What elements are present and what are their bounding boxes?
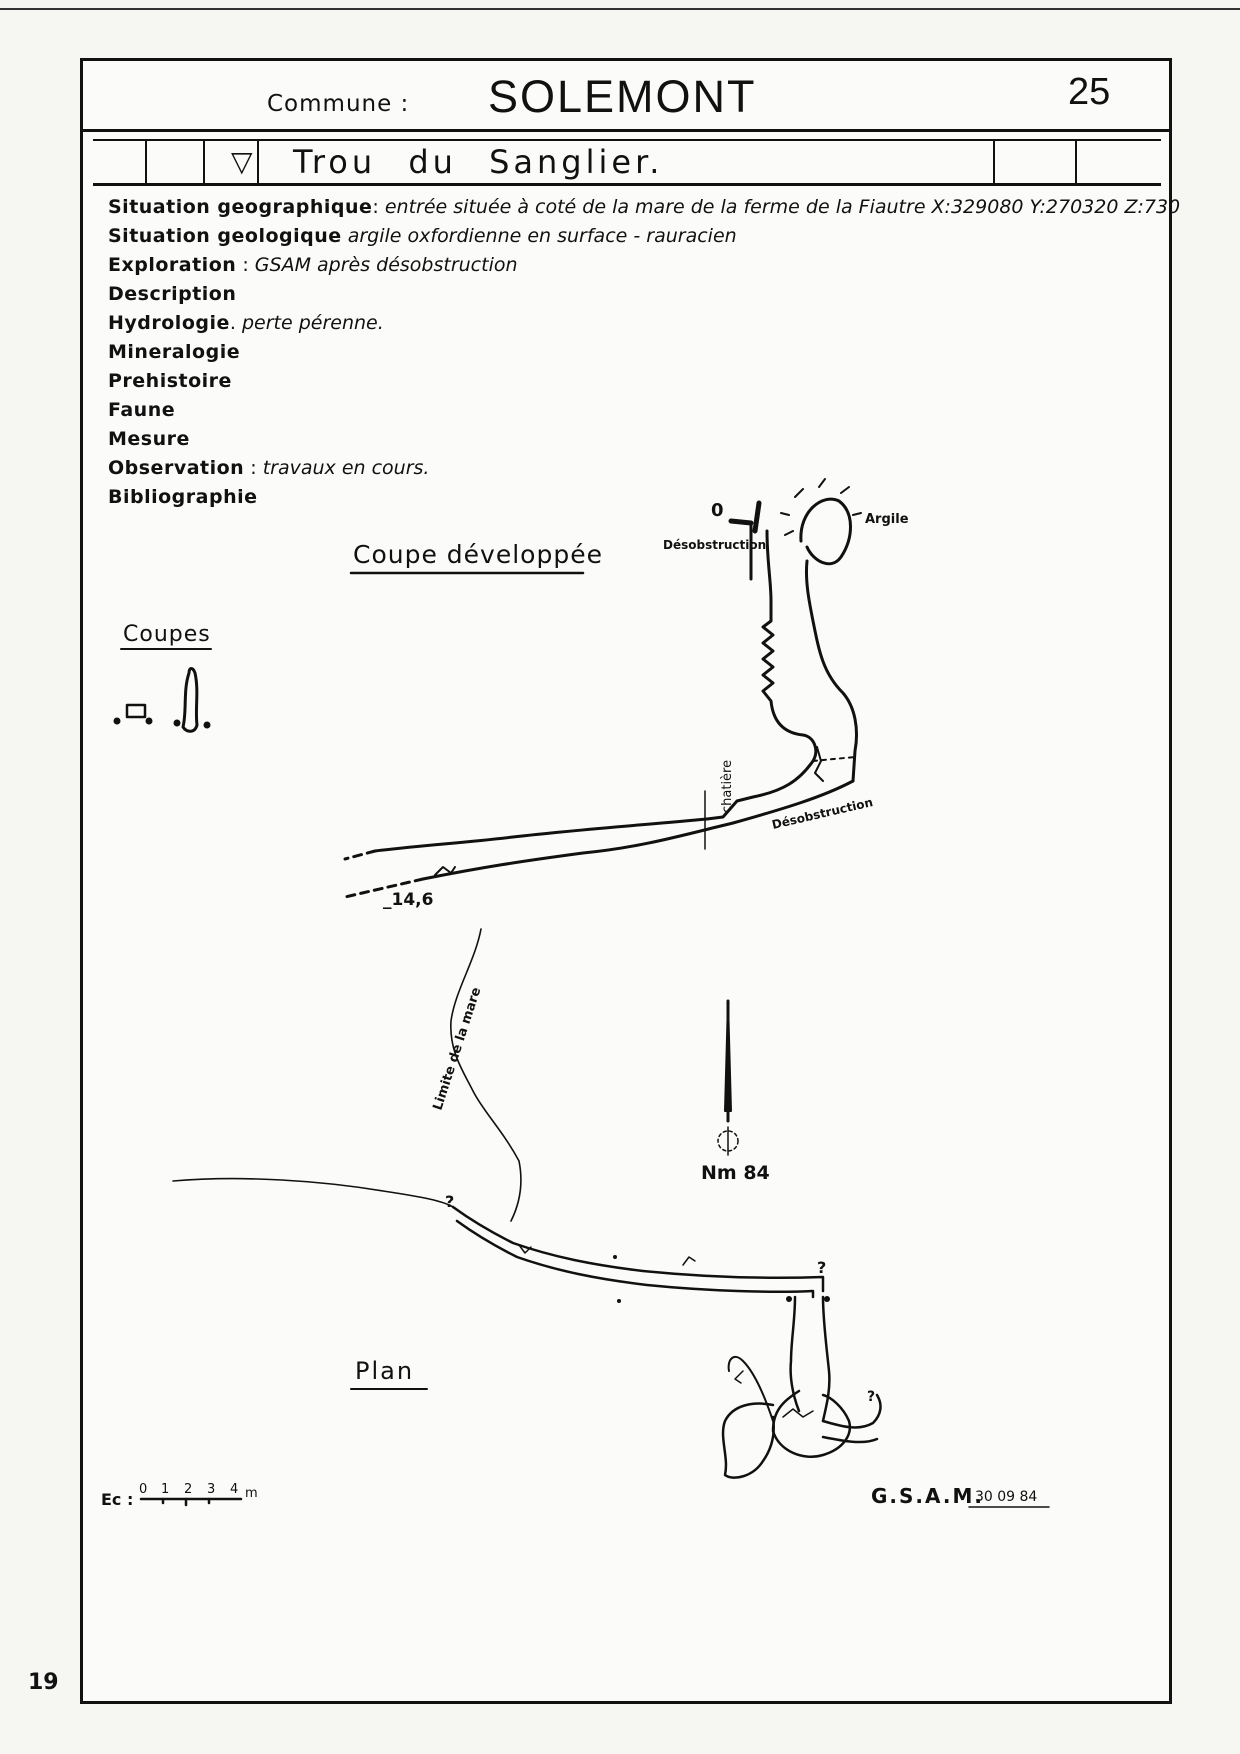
- scale-unit: m: [245, 1486, 258, 1501]
- section-desobstruction-top-label: Désobstruction: [663, 538, 767, 552]
- field-label: Exploration: [108, 254, 237, 276]
- cave-name: Trou du Sanglier.: [293, 143, 664, 181]
- organization-name: G.S.A.M.: [871, 1484, 984, 1508]
- field-label: Bibliographie: [108, 486, 258, 508]
- cave-symbol-icon: ▽: [231, 145, 253, 178]
- scale-tick-1: 1: [161, 1482, 170, 1497]
- plan-question-mark: ?: [817, 1258, 827, 1277]
- field-label: Situation geologique: [108, 225, 342, 247]
- plan-title: Plan: [355, 1357, 415, 1385]
- section-depth-bottom: _14,6: [383, 890, 434, 910]
- plan-marker-dot: [613, 1255, 617, 1259]
- scale-bar: [141, 1499, 241, 1505]
- commune-name: SOLEMONT: [488, 71, 757, 122]
- cross-section-sketches: [115, 669, 209, 732]
- field-label: Mineralogie: [108, 341, 241, 363]
- scale-prefix: Ec :: [101, 1490, 134, 1509]
- plan-question-mark: ?: [445, 1192, 455, 1211]
- pond-limit-outline: [173, 929, 521, 1221]
- scale-tick-0: 0: [139, 1482, 148, 1497]
- survey-date: 30 09 84: [975, 1489, 1038, 1505]
- north-arrow-icon: [718, 1001, 738, 1155]
- scale-tick-4: 4: [230, 1482, 239, 1497]
- field-separator: .: [229, 312, 236, 334]
- field-separator: :: [236, 254, 249, 276]
- scale-tick-2: 2: [184, 1482, 193, 1497]
- field-value: travaux en cours.: [262, 457, 430, 479]
- section-depth-top: 0: [711, 500, 724, 521]
- field-value: argile oxfordienne en surface - rauracien: [347, 225, 737, 247]
- plan-cave-passage: [453, 1207, 880, 1478]
- field-label: Prehistoire: [108, 370, 232, 392]
- coupes-title: Coupes: [123, 622, 211, 647]
- field-value: perte pérenne.: [241, 312, 384, 334]
- scale-tick-3: 3: [207, 1482, 216, 1497]
- field-label: Hydrologie: [108, 312, 230, 334]
- plan-question-mark: ?: [867, 1389, 876, 1405]
- plan-marker-dot: [824, 1296, 830, 1302]
- plan-marker-dot: [786, 1296, 792, 1302]
- field-label: Faune: [108, 399, 176, 421]
- pond-limit-label: Limite de la mare: [430, 985, 485, 1113]
- field-label: Mesure: [108, 428, 190, 450]
- cave-record-sheet: [80, 58, 1181, 1704]
- plan-marker-dot: [617, 1299, 621, 1303]
- field-value: GSAM après désobstruction: [254, 254, 518, 276]
- field-label: Description: [108, 283, 237, 305]
- top-edge-rule: [0, 8, 1240, 10]
- field-label: Situation geographique: [108, 196, 373, 218]
- cave-survey-drawing: [83, 61, 1169, 1701]
- field-label: Observation: [108, 457, 245, 479]
- page-number: 19: [28, 1670, 59, 1695]
- section-title: Coupe développée: [353, 540, 603, 569]
- section-argile-label: Argile: [865, 512, 909, 527]
- commune-label: Commune :: [267, 91, 410, 117]
- field-separator: :: [244, 457, 257, 479]
- department-number: 25: [1068, 71, 1111, 113]
- section-chatiere-label: chatière: [720, 759, 735, 813]
- section-desobstruction-bottom-label: Désobstruction: [770, 795, 875, 832]
- north-label: Nm 84: [701, 1162, 770, 1184]
- field-separator: :: [372, 196, 379, 218]
- field-value: entrée située à coté de la mare de la ferme de la Fiautre X:329080 Y:270320 Z:730: [384, 196, 1181, 218]
